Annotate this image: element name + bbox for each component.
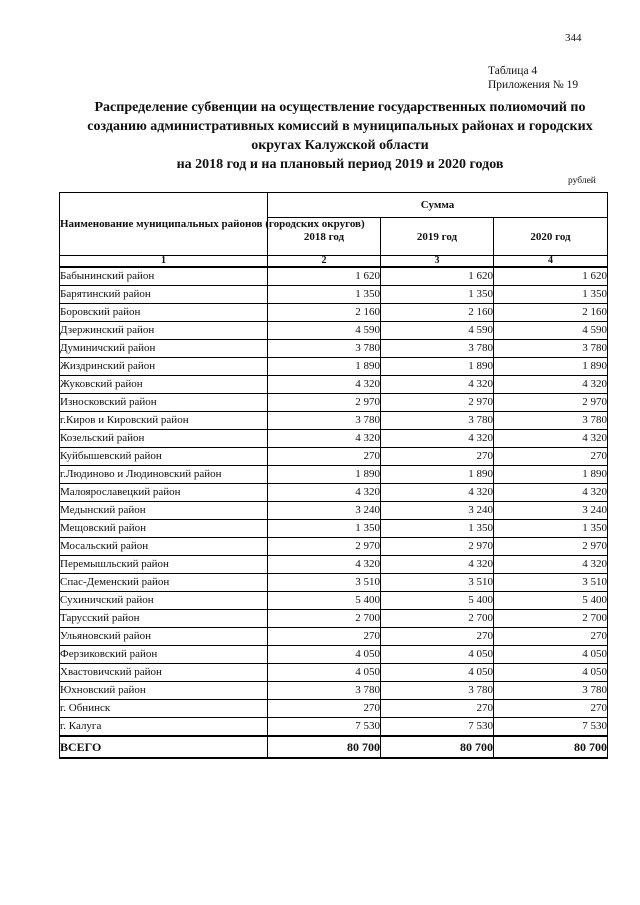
table-body bbox=[60, 267, 608, 736]
table-row bbox=[60, 592, 608, 610]
district-name: Сухиничский район bbox=[60, 592, 268, 610]
district-name: Жиздринский район bbox=[60, 358, 268, 376]
value-2019: 2 160 bbox=[381, 304, 494, 322]
table-row bbox=[60, 430, 608, 448]
value-2020: 3 240 bbox=[494, 502, 608, 520]
col-number: 4 bbox=[494, 256, 608, 268]
value-2020: 270 bbox=[494, 448, 608, 466]
value-2018: 2 970 bbox=[268, 394, 381, 412]
district-name: г. Калуга bbox=[60, 718, 268, 737]
value-2019: 1 350 bbox=[381, 520, 494, 538]
appendix-label: Приложения № 19 bbox=[488, 79, 579, 91]
value-2019: 3 780 bbox=[381, 412, 494, 430]
table-row bbox=[60, 484, 608, 502]
table-row bbox=[60, 628, 608, 646]
value-2018: 4 320 bbox=[268, 484, 381, 502]
value-2018: 3 780 bbox=[268, 340, 381, 358]
header-year-2019: 2019 год bbox=[381, 218, 494, 256]
value-2019: 5 400 bbox=[381, 592, 494, 610]
value-2018: 4 050 bbox=[268, 646, 381, 664]
value-2019: 1 350 bbox=[381, 286, 494, 304]
table-row bbox=[60, 700, 608, 718]
value-2018: 3 780 bbox=[268, 412, 381, 430]
value-2019: 1 620 bbox=[381, 267, 494, 286]
document-title bbox=[40, 98, 640, 174]
value-2020: 3 780 bbox=[494, 340, 608, 358]
table-row bbox=[60, 664, 608, 682]
header-name: Наименование муниципальных районов (городских округов) bbox=[60, 193, 268, 256]
value-2020: 2 970 bbox=[494, 538, 608, 556]
value-2020: 2 160 bbox=[494, 304, 608, 322]
district-name: Малоярославецкий район bbox=[60, 484, 268, 502]
value-2018: 1 890 bbox=[268, 358, 381, 376]
value-2020: 3 780 bbox=[494, 682, 608, 700]
district-name: Хвастовичский район bbox=[60, 664, 268, 682]
unit-label: рублей bbox=[568, 176, 596, 186]
table-row bbox=[60, 574, 608, 592]
value-2020: 4 320 bbox=[494, 556, 608, 574]
district-name: Мосальский район bbox=[60, 538, 268, 556]
table-row bbox=[60, 682, 608, 700]
value-2019: 4 320 bbox=[381, 556, 494, 574]
total-label: ВСЕГО bbox=[60, 736, 268, 758]
table-row bbox=[60, 466, 608, 484]
value-2020: 5 400 bbox=[494, 592, 608, 610]
value-2018: 4 590 bbox=[268, 322, 381, 340]
value-2018: 3 510 bbox=[268, 574, 381, 592]
value-2019: 3 780 bbox=[381, 340, 494, 358]
table-row bbox=[60, 358, 608, 376]
table-row bbox=[60, 267, 608, 286]
subvention-table bbox=[59, 192, 608, 759]
value-2018: 5 400 bbox=[268, 592, 381, 610]
table-row bbox=[60, 304, 608, 322]
value-2018: 2 700 bbox=[268, 610, 381, 628]
col-number: 1 bbox=[60, 256, 268, 268]
value-2018: 1 350 bbox=[268, 286, 381, 304]
value-2020: 1 350 bbox=[494, 520, 608, 538]
district-name: Юхновский район bbox=[60, 682, 268, 700]
page-number: 344 bbox=[565, 32, 582, 44]
value-2020: 4 320 bbox=[494, 376, 608, 394]
table-row bbox=[60, 286, 608, 304]
appendix-reference bbox=[488, 64, 578, 92]
value-2018: 3 780 bbox=[268, 682, 381, 700]
value-2019: 270 bbox=[381, 448, 494, 466]
value-2020: 1 620 bbox=[494, 267, 608, 286]
value-2018: 3 240 bbox=[268, 502, 381, 520]
title-line: округах Калужской области bbox=[251, 138, 429, 153]
col-number: 2 bbox=[268, 256, 381, 268]
district-name: Барятинский район bbox=[60, 286, 268, 304]
header-year-2018: 2018 год bbox=[268, 218, 381, 256]
value-2020: 2 970 bbox=[494, 394, 608, 412]
district-name: Перемышльский район bbox=[60, 556, 268, 574]
value-2019: 2 970 bbox=[381, 538, 494, 556]
value-2019: 4 590 bbox=[381, 322, 494, 340]
district-name: Медынский район bbox=[60, 502, 268, 520]
value-2018: 2 160 bbox=[268, 304, 381, 322]
value-2019: 4 320 bbox=[381, 430, 494, 448]
district-name: Куйбышевский район bbox=[60, 448, 268, 466]
total-2019: 80 700 bbox=[381, 736, 494, 758]
value-2019: 4 320 bbox=[381, 484, 494, 502]
table-row bbox=[60, 520, 608, 538]
value-2018: 1 890 bbox=[268, 466, 381, 484]
district-name: г. Обнинск bbox=[60, 700, 268, 718]
table-row bbox=[60, 340, 608, 358]
value-2018: 7 530 bbox=[268, 718, 381, 737]
value-2020: 4 050 bbox=[494, 646, 608, 664]
value-2018: 1 620 bbox=[268, 267, 381, 286]
table-row bbox=[60, 610, 608, 628]
value-2018: 2 970 bbox=[268, 538, 381, 556]
total-2018: 80 700 bbox=[268, 736, 381, 758]
district-name: Жуковский район bbox=[60, 376, 268, 394]
table-row bbox=[60, 394, 608, 412]
table-row bbox=[60, 448, 608, 466]
district-name: Тарусский район bbox=[60, 610, 268, 628]
title-line: на 2018 год и на плановый период 2019 и 2020 годов bbox=[176, 157, 504, 172]
value-2020: 4 050 bbox=[494, 664, 608, 682]
district-name: г.Людиново и Людиновский район bbox=[60, 466, 268, 484]
value-2020: 3 780 bbox=[494, 412, 608, 430]
table-row bbox=[60, 322, 608, 340]
district-name: Дзержинский район bbox=[60, 322, 268, 340]
value-2019: 270 bbox=[381, 700, 494, 718]
value-2019: 3 240 bbox=[381, 502, 494, 520]
value-2020: 4 590 bbox=[494, 322, 608, 340]
value-2019: 1 890 bbox=[381, 466, 494, 484]
value-2020: 1 890 bbox=[494, 466, 608, 484]
district-name: Козельский район bbox=[60, 430, 268, 448]
district-name: Мещовский район bbox=[60, 520, 268, 538]
district-name: Думиничский район bbox=[60, 340, 268, 358]
table-row bbox=[60, 376, 608, 394]
title-line: Распределение субвенции на осуществление государственных полиомочий по bbox=[94, 100, 586, 115]
value-2018: 4 320 bbox=[268, 430, 381, 448]
value-2019: 1 890 bbox=[381, 358, 494, 376]
value-2020: 4 320 bbox=[494, 430, 608, 448]
table-row bbox=[60, 556, 608, 574]
value-2020: 3 510 bbox=[494, 574, 608, 592]
table-row bbox=[60, 646, 608, 664]
district-name: г.Киров и Кировский район bbox=[60, 412, 268, 430]
header-year-2020: 2020 год bbox=[494, 218, 608, 256]
value-2020: 270 bbox=[494, 628, 608, 646]
table-row bbox=[60, 718, 608, 737]
table-label: Таблица 4 bbox=[488, 65, 538, 77]
value-2019: 7 530 bbox=[381, 718, 494, 737]
district-name: Износковский район bbox=[60, 394, 268, 412]
value-2020: 1 350 bbox=[494, 286, 608, 304]
value-2020: 1 890 bbox=[494, 358, 608, 376]
table-row bbox=[60, 538, 608, 556]
district-name: Бабынинский район bbox=[60, 267, 268, 286]
value-2019: 3 780 bbox=[381, 682, 494, 700]
title-line: созданию административных комиссий в муниципальных районах и городских bbox=[87, 119, 593, 134]
total-row bbox=[60, 736, 608, 758]
value-2019: 270 bbox=[381, 628, 494, 646]
col-number: 3 bbox=[381, 256, 494, 268]
value-2018: 270 bbox=[268, 448, 381, 466]
value-2020: 270 bbox=[494, 700, 608, 718]
value-2019: 3 510 bbox=[381, 574, 494, 592]
value-2018: 4 320 bbox=[268, 376, 381, 394]
district-name: Ульяновский район bbox=[60, 628, 268, 646]
value-2018: 270 bbox=[268, 628, 381, 646]
value-2020: 2 700 bbox=[494, 610, 608, 628]
value-2018: 4 320 bbox=[268, 556, 381, 574]
district-name: Спас-Деменский район bbox=[60, 574, 268, 592]
value-2018: 4 050 bbox=[268, 664, 381, 682]
value-2020: 4 320 bbox=[494, 484, 608, 502]
total-2020: 80 700 bbox=[494, 736, 608, 758]
value-2019: 2 970 bbox=[381, 394, 494, 412]
value-2020: 7 530 bbox=[494, 718, 608, 737]
value-2018: 270 bbox=[268, 700, 381, 718]
value-2019: 4 050 bbox=[381, 646, 494, 664]
table-row bbox=[60, 502, 608, 520]
district-name: Ферзиковский район bbox=[60, 646, 268, 664]
value-2018: 1 350 bbox=[268, 520, 381, 538]
value-2019: 2 700 bbox=[381, 610, 494, 628]
district-name: Боровский район bbox=[60, 304, 268, 322]
table-row bbox=[60, 412, 608, 430]
value-2019: 4 050 bbox=[381, 664, 494, 682]
header-sum: Сумма bbox=[268, 193, 608, 218]
value-2019: 4 320 bbox=[381, 376, 494, 394]
